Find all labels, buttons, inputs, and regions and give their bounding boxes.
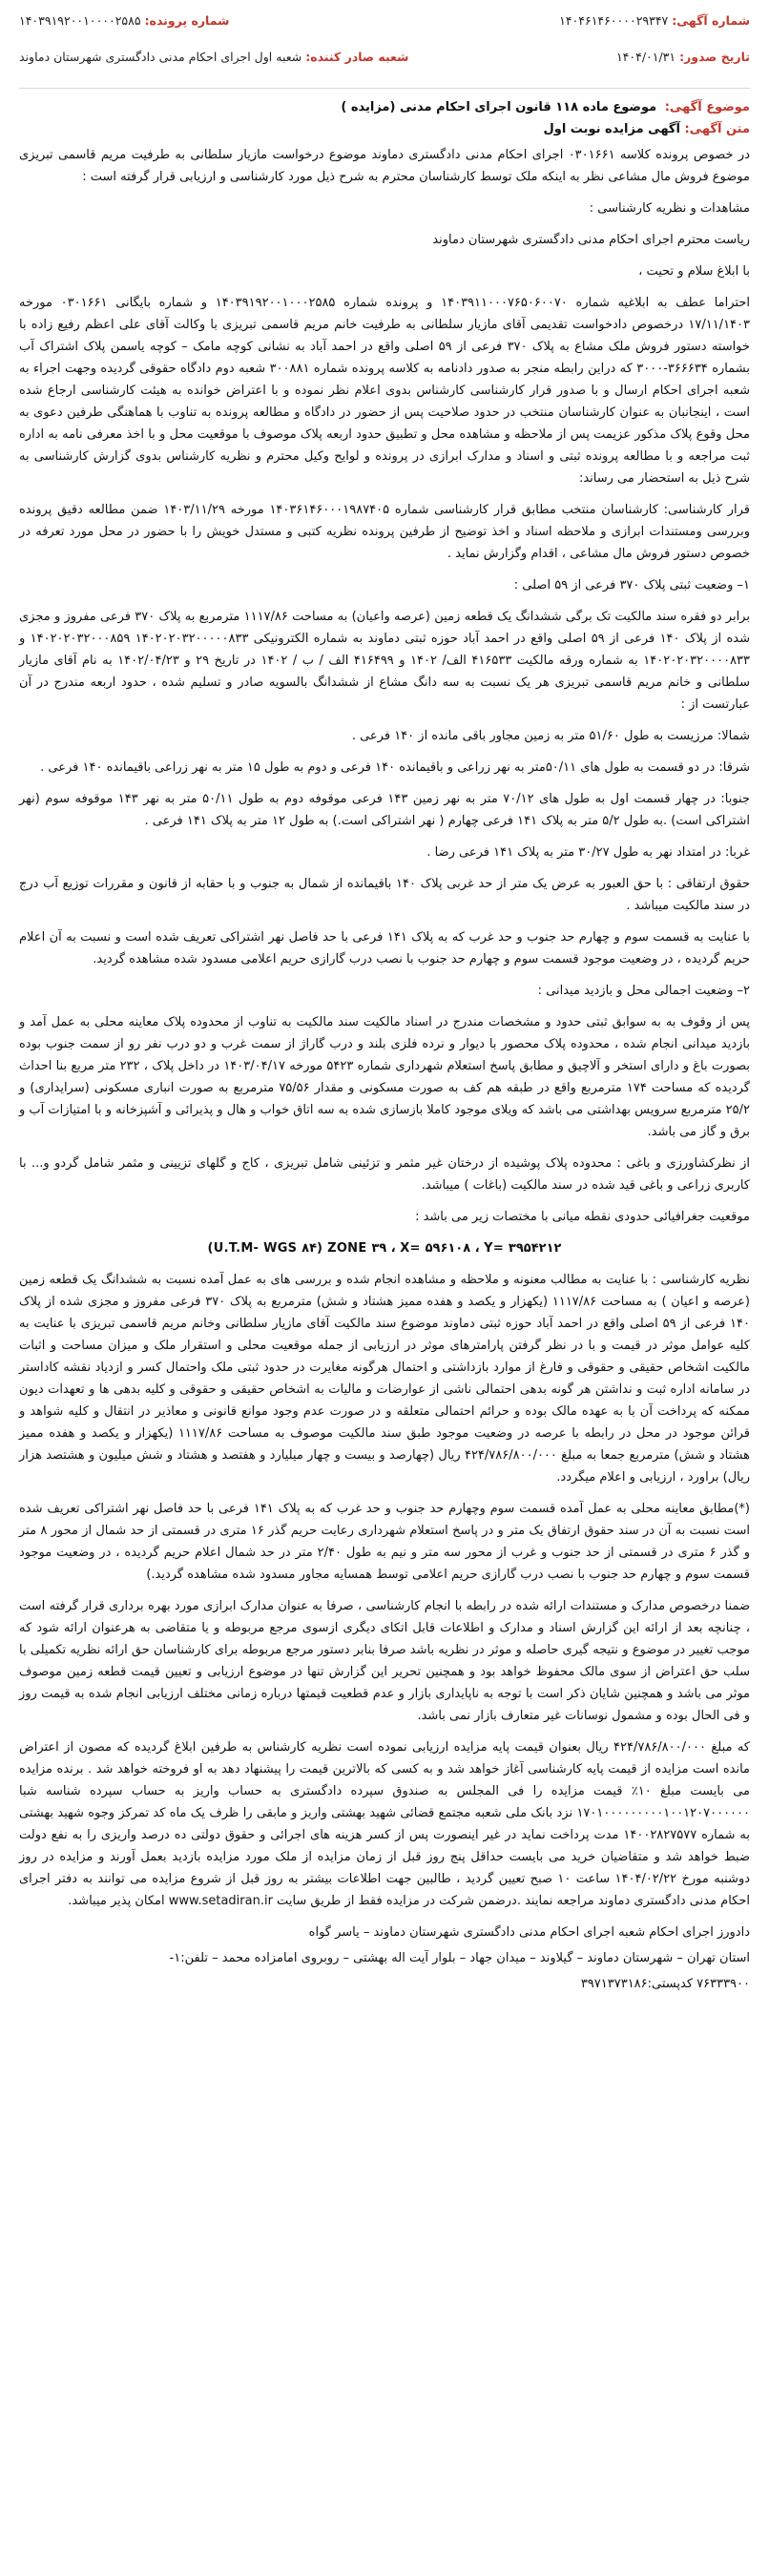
ad-number: شماره آگهی: ۱۴۰۴۶۱۴۶۰۰۰۰۲۹۳۴۷	[559, 13, 750, 28]
paragraph-agriculture: از نظرکشاورزی و باغی : محدوده پلاک پوشیده از درختان غیر مثمر و تزئینی شامل تبریزی ، کاج و گلهای تزیینی و مثمر شامل گردو و... با کاربری زراعی و باغی قید شده در سند مالکیت (باغات ) میباشد.	[19, 1156, 750, 1193]
paragraph-auction-terms: که مبلغ ۴۲۴/۷۸۶/۸۰۰/۰۰۰ ریال بعنوان قیمت پایه مزایده ارزیابی نموده است نظریه کارشناس به طرفین ابلاغ گردیده که مصون از اعتراض مانده است مزایده از قیمت پایه کارشناسی آغاز خواهد شد و به کسی که بالاترین قیمت را پیشنهاد دهد به او فروخته خواهد شد . برنده مزایده می بایست مبلغ ۱۰٪ قیمت مزایده را فی المجلس به صندوق سپرده دادگستری به حساب واریز به حساب سپرده شناسه شبا ۱۷۰۱۰۰۰۰۰۰۰۰۰۱۰۰۱۲۰۷۰۰۰۰۰۰ نزد بانک ملی شعبه مجتمع قضائی شهید بهشتی واریز و مابقی را ظرف یک ماه کد تمرکز وجوه شهید بهشتی به شماره ۱۴۰۰۲۸۲۷۵۷۷ مدت پرداخت نماید در غیر اینصورت پس از کسر هزینه های اجرائی و حقوق دولتی ده درصد واریزی را به نفع دولت ضبط خواهد شد و متقاضیان خرید می بایست حداقل پنج روز قبل از زمان مزایده از ملک مورد مزایده بازدید بعمل آورند و مزایده در روز دوشنبه مورخ ۱۴۰۴/۰۲/۲۲ ساعت ۱۰ صبح تعیین گردید ، طالبین جهت اطلاعات بیشتر به روز قبل از شروع مزایده می توانند به دفتر اجرای احکام مدنی دادگستری دماوند مراجعه نمایند .درضمن شرکت در مزایده فقط از طریق سایت www.setadiran.ir امکان پذیر میباشد.	[19, 1740, 751, 1908]
paragraph-expert-opinion: نظریه کارشناسی : با عنایت به مطالب معنونه و ملاحظه و مشاهده انجام شده و بررسی های به عمل آمده نسبت به ششدانگ یک قطعه زمین (عرصه و اعیان ) به مساحت ۱۱۱۷/۸۶ (یکهزار و یکصد و هفده ممیز هشتاد و شش) مترمربع به پلاک ۳۷۰ فرعی مفروز و مجزی شده از پلاک ۱۴۰ فرعی از ۵۹ اصلی واقع در احمد آباد حوزه ثبتی دماوند موضوع سند مالکیت آقای مازیار سلطانی وخانم مریم قاسمی تبریزی با عنایت به کلیه عوامل موثر در قیمت و با در نظر گرفتن پارامترهای موثر در ارزیابی از جمله موقعیت محلی و استقرار ملک و میزان مساحت و اثبات مالکیت اشخاص حقیقی و حقوقی و فارغ از موارد بازداشتی و احتمال هرگونه مغایرت در حدود ثبتی ملک واحتمال کسر و ازدیاد نقشه کاداستر در سامانه اداره ثبت و نداشتن هر گونه بدهی احتمالی ناشی از عوارضات و مالیات به اشخاص حقیقی و حقوقی و کلیه بدهی ها و تعهدات دیون ممکنه که پرداخت آن با به عهده مالک بوده و حرائم احتمالی متعلقه و در صورت عدم وجود موانع قانونی و معاذیر در انتقال و کلیه شواهد و قرائن موجود در محل در رابطه با عرصه در وضعیت موجود طبق سند مالکیت موصوف به مساحت ۱۱۱۷/۸۶ (یکهزار و یکصد و هفده ممیز هشتاد و شش) مترمربع جمعا به مبلغ ۴۲۴/۷۸۶/۸۰۰/۰۰۰ ریال (چهارصد و بیست و چهار میلیارد و هفتصد و هشتاد و شش میلیون و هشتصد هزار ریال) براورد ، ارزیابی و اعلام میگردد.	[19, 1273, 750, 1485]
signature-phone-postcode: ۷۶۳۳۳۹۰۰ کدپستی:۳۹۷۱۳۷۳۱۸۶	[580, 1977, 750, 1991]
paragraph-registry-details: برابر دو فقره سند مالکیت تک برگی ششدانگ یک قطعه زمین (عرصه واعیان) به مساحت ۱۱۱۷/۸۶ مترمربع به پلاک ۳۷۰ فرعی مفروز و مجزی شده از پلاک ۱۴۰ فرعی از ۵۹ اصلی واقع در احمد آباد حوزه ثبتی دماوند به شماره الکترونیکی ۱۴۰۲۰۲۰۳۲۰۰۰۰۰۸۳۳ ۱۴۰۲۰۲۰۳۲۰۰۰۸۵۹ و ۱۴۰۲۰۲۰۳۲۰۰۰۰۸۳۳ به شماره ورقه مالکیت ۴۱۶۵۳۳ الف/ ۱۴۰۲ و ۴۱۶۴۹۹ الف / ب / ۱۴۰۲ در تاریخ ۲۹ و ۱۴۰۲/۰۴/۲۳ به نام آقای مازیار سلطانی و خانم مریم قاسمی تبریزی هر یک نسبت به سه دانگ مشاع از ششدانگ بالسویه صادر و تسلیم شده ، حدود اربعه مندرج در آن عبارتست از :	[19, 610, 750, 712]
paragraph-boundary-note: با عنایت به قسمت سوم و چهارم حد جنوب و حد غرب که به پلاک ۱۴۱ فرعی با حد فاصل نهر اشتراکی تعریف شده است و نسبت به آن اعلام حریم گردیده ، در وضعیت موجود قسمت سوم و چهارم حد جنوب با نصب درب گارازی حریم اعلامی مسدود شده مشاهده گردید.	[19, 930, 750, 966]
paragraph-south-boundary: جنوبا: در چهار قسمت اول به طول های ۷۰/۱۲ متر به نهر زمین ۱۴۳ فرعی موقوفه دوم به طول ۵۰/۱۱ متر به نهر ۱۴۳ موقوفه سوم (نهر اشتراکی است) .به طول ۵/۲ متر به پلاک ۱۴۱ فرعی چهارم ( نهر اشتراکی است.) به طول ۱۲ متر به پلاک ۱۴۱ فرعی .	[19, 792, 751, 828]
geo-coordinates: (U.T.M- WGS ۸۴) ZONE ۳۹ ، X= ۵۹۶۱۰۸ ، Y= ۳۹۵۴۲۱۲	[207, 1241, 562, 1256]
paragraph-west-boundary: غربا: در امتداد نهر به طول ۳۰/۲۷ متر به پلاک ۱۴۱ فرعی رضا .	[426, 845, 750, 860]
paragraph-site-title: ۲– وضعیت اجمالی محل و بازدید میدانی :	[537, 984, 750, 998]
paragraph-onsite-note: (*)مطابق معاینه محلی به عمل آمده قسمت سوم وچهارم حد جنوب و حد غرب که به پلاک ۱۴۱ فرعی با حد فاصل نهر اشتراکی تعریف شده است نسبت به آن در سند حقوق ارتفاق یک متر و در پاسخ استعلام شهرداری رعایت حریم گذر ۱۶ متری در قسمتی از حد شمال از محور ۸ متر و گذر ۶ متری در قسمتی از حد جنوب و غرب از محور سه متر و نیم به طول ۲/۴۰ متر در حد شمال اعلام حریم گردیده ، در وضعیت موجود قسمت سوم و چهارم حد جنوب با نصب درب گارازی حریم اعلامی توسط همسایه مجاور مسدود شده مشاهده گردید.)	[19, 1502, 750, 1582]
signature-officer: دادورز اجرای احکام شعبه اجرای احکام مدنی دادگستری شهرستان دماوند – یاسر گواه	[308, 1925, 750, 1940]
paragraph-background: احتراما عطف به ابلاغیه شماره ۱۴۰۳۹۱۱۰۰۰۷۶۵۰۶۰۰۷۰ و پرونده شماره ۱۴۰۳۹۱۹۲۰۰۱۰۰۰۲۵۸۵ و شماره بایگانی ۰۳۰۱۶۶۱ مورخه ۱۷/۱۱/۱۴۰۳ درخصوص دادخواست تقدیمی آقای مازیار سلطانی به طرفیت خانم مریم قاسمی تبریزی با وکالت آقای علی اعظم رفیع زاده با خواسته دستور فروش ملک مشاع به پلاک ۳۷۰ فرعی از ۵۹ اصلی واقع در احمد آباد به نشانی کوچه مامک – کوچه یاسمن پلاک اشتراک آب بشماره ۳۶۶۶۳۴-۳۰۰۰ که دراین رابطه منجر به صدور دادنامه به کلاسه پرونده شماره ۳۰۰۸۸۱ شعبه دوم دادگاه حقوقی گردیده وجهت اجراء به شعبه اجرای احکام ارسال و با صدور قرار کارشناسی کارشناس بدوی اعلام نظر نموده و با اعتراض خوانده به هیئت کارشناسی ارجاع شده است ، اینجانبان به عنوان کارشناسان منتخب در حدود صلاحیت پس از حضور در دادگاه و مطالعه پرونده به تناوب با هماهنگی طرفین دعوی به محل وقوع پلاک مذکور عزیمت پس از ملاحظه و مشاهده محل و تطبیق حدود اربعه پلاک موصوف با موقعیت محل و با اخذ معرفی نامه به اداره ثبت مراجعه و با مطالعه پرونده ثبتی و اسناد و مدارک ابرازی در پرونده و لوایح وکیل محترم و نظریه کارشناس بدوی گزارش کارشناسی به شرح ذیل به استحضار می رساند:	[19, 296, 750, 486]
ad-body	[19, 144, 750, 1912]
paragraph-site-visit: پس از وقوف به به سوابق ثبتی حدود و مشخصات مندرج در اسناد مالکیت سند مالکیت به تناوب از محدوده پلاک معاینه محلی به عمل آمد و بازدید میدانی انجام شده ، محدوده پلاک محصور با دیوار و نرده فلزی بلند و درب گاراژ از سمت غرب و دو درب نفر رو از سمت جنوب بوده بصورت باغ و دارای استخر و آلاچیق و مطابق پاسخ استعلام شهرداری شماره ۵۴۲۳ مورخه ۱۴۰۳/۰۴/۱۷ در داخل پلاک ، ۲۳۲ متر مربع بنا احداث گردیده که مساحت ۱۷۴ مترمربع واقع در طبقه هم کف به صورت مسکونی و مقدار ۷۵/۵۶ مترمربع به صورت انباری مسکونی (سرایداری) و ۲۵/۲ مترمربع سرویس بهداشتی می باشد که ویلای موجود کاملا بازسازی شده به سه اتاق خواب و هال و پذیرائی و آشپزخانه و با امتیازات آب و برق و گاز می باشد.	[19, 1015, 750, 1139]
paragraph-geo-title: موقعیت جغرافیائی حدودی نقطه میانی با مختصات زیر می باشد :	[415, 1210, 750, 1224]
signature-block	[19, 1922, 750, 1995]
paragraph-observations-title: مشاهدات و نظریه کارشناسی :	[589, 201, 750, 216]
paragraph-easement-rights: حقوق ارتفاقی : با حق العبور به عرض یک متر از حد غربی پلاک ۱۴۰ باقیمانده از شمال به جنوب و با حقابه از قانون و مقررات توزیع آب درج در سند مالکیت میباشد .	[19, 877, 750, 913]
issue-date: تاریخ صدور: ۱۴۰۴/۰۱/۳۱	[615, 50, 750, 64]
paragraph-expert-order: قرار کارشناسی: کارشناسان منتخب مطابق قرار کارشناسی شماره ۱۴۰۳۶۱۴۶۰۰۰۱۹۸۷۴۰۵ مورخه ۱۴۰۳/۱۱/۲۹ ضمن مطالعه دقیق پرونده وبررسی ومستندات ابرازی و ملاحظه اسناد و اخذ توضیح از طرفین پرونده نظریه کتبی و مستدل خویش را با حضور در محل مورد تعرفه در خصوص دستور فروش مال مشاعی ، اقدام وگزارش نماید .	[19, 503, 750, 561]
ad-subject: موضوع آگهی: موضوع ماده ۱۱۸ قانون اجرای احکام مدنی (مزایده )	[341, 100, 750, 114]
ad-text-title: متن آگهی: آگهی مزایده نوبت اول	[543, 122, 750, 136]
paragraph-registry-title: ۱– وضعیت ثبتی پلاک ۳۷۰ فرعی از ۵۹ اصلی :	[513, 578, 750, 592]
issuing-branch: شعبه صادر کننده: شعبه اول اجرای احکام مدنی دادگستری شهرستان دماوند	[19, 50, 409, 64]
signature-address: استان تهران – شهرستان دماوند – گیلاوند – میدان جهاد – بلوار آیت اله بهشتی – روبروی امامزاده محمد – تلفن:۱-	[169, 1951, 750, 1965]
file-number: شماره پرونده: ۱۴۰۳۹۱۹۲۰۰۱۰۰۰۰۲۵۸۵	[19, 13, 230, 28]
paragraph-intro: در خصوص پرونده کلاسه ۰۳۰۱۶۶۱ اجرای احکام مدنی دادگستری دماوند موضوع درخواست مازیار سلطانی به طرفیت مریم قاسمی تبریزی موضوع فروش مال مشاعی نظر به اینکه ملک توسط کارشناسان محترم به شرح ذیل مورد کارشناسی و ارزیابی قرار گرفته است :	[19, 148, 750, 184]
paragraph-documents-note: ضمنا درخصوص مدارک و مستندات ارائه شده در رابطه با انجام کارشناسی ، صرفا به عنوان مدارک ابرازی مورد بهره برداری قرار گرفته است ، چنانچه بعد از ارائه این گزارش اسناد و مدارک و اطلاعات قابل اتکای دیگری ازسوی مرجع مربوطه و یا متقاضی به هرعنوان ارائه شود که موجب تغییر در موضوع و نتیجه گیری حاصله و موثر در نظریه باشد صرفا بنابر دستور مرجع مربوطه برای کارشناسان حق ارائه نظریه تکمیلی با سلب حق اعتراض از سوی مالک محفوظ خواهد بود و همچنین تحریر این گزارش تنها در موضوع ارزیابی و تعیین قیمت قطعه زمین موصوف موثر می باشد و همچنین شایان ذکر است با توجه به ناپایداری بازار و عدم قطعیت قیمتها درباره زمانی مختلف ارزیابی انجام شده به قیمت روز و فی الحال بوده و مشمول نوسانات غیر متعارف بازار نمی باشد.	[19, 1599, 750, 1723]
header	[19, 11, 750, 89]
paragraph-greeting: با ابلاغ سلام و تحیت ،	[638, 264, 750, 279]
paragraph-addressee: ریاست محترم اجرای احکام مدنی دادگستری شهرستان دماوند	[432, 233, 750, 247]
paragraph-north-boundary: شمالا: مرزیست به طول ۵۱/۶۰ متر به زمین مجاور باقی مانده از ۱۴۰ فرعی .	[351, 729, 750, 743]
paragraph-east-boundary: شرقا: در دو قسمت به طول های ۵۰/۱۱متر به نهر زراعی و باقیمانده ۱۴۰ فرعی و دوم به طول ۱۵ متر به نهر زراعی باقیمانده ۱۴۰ فرعی .	[40, 760, 750, 775]
